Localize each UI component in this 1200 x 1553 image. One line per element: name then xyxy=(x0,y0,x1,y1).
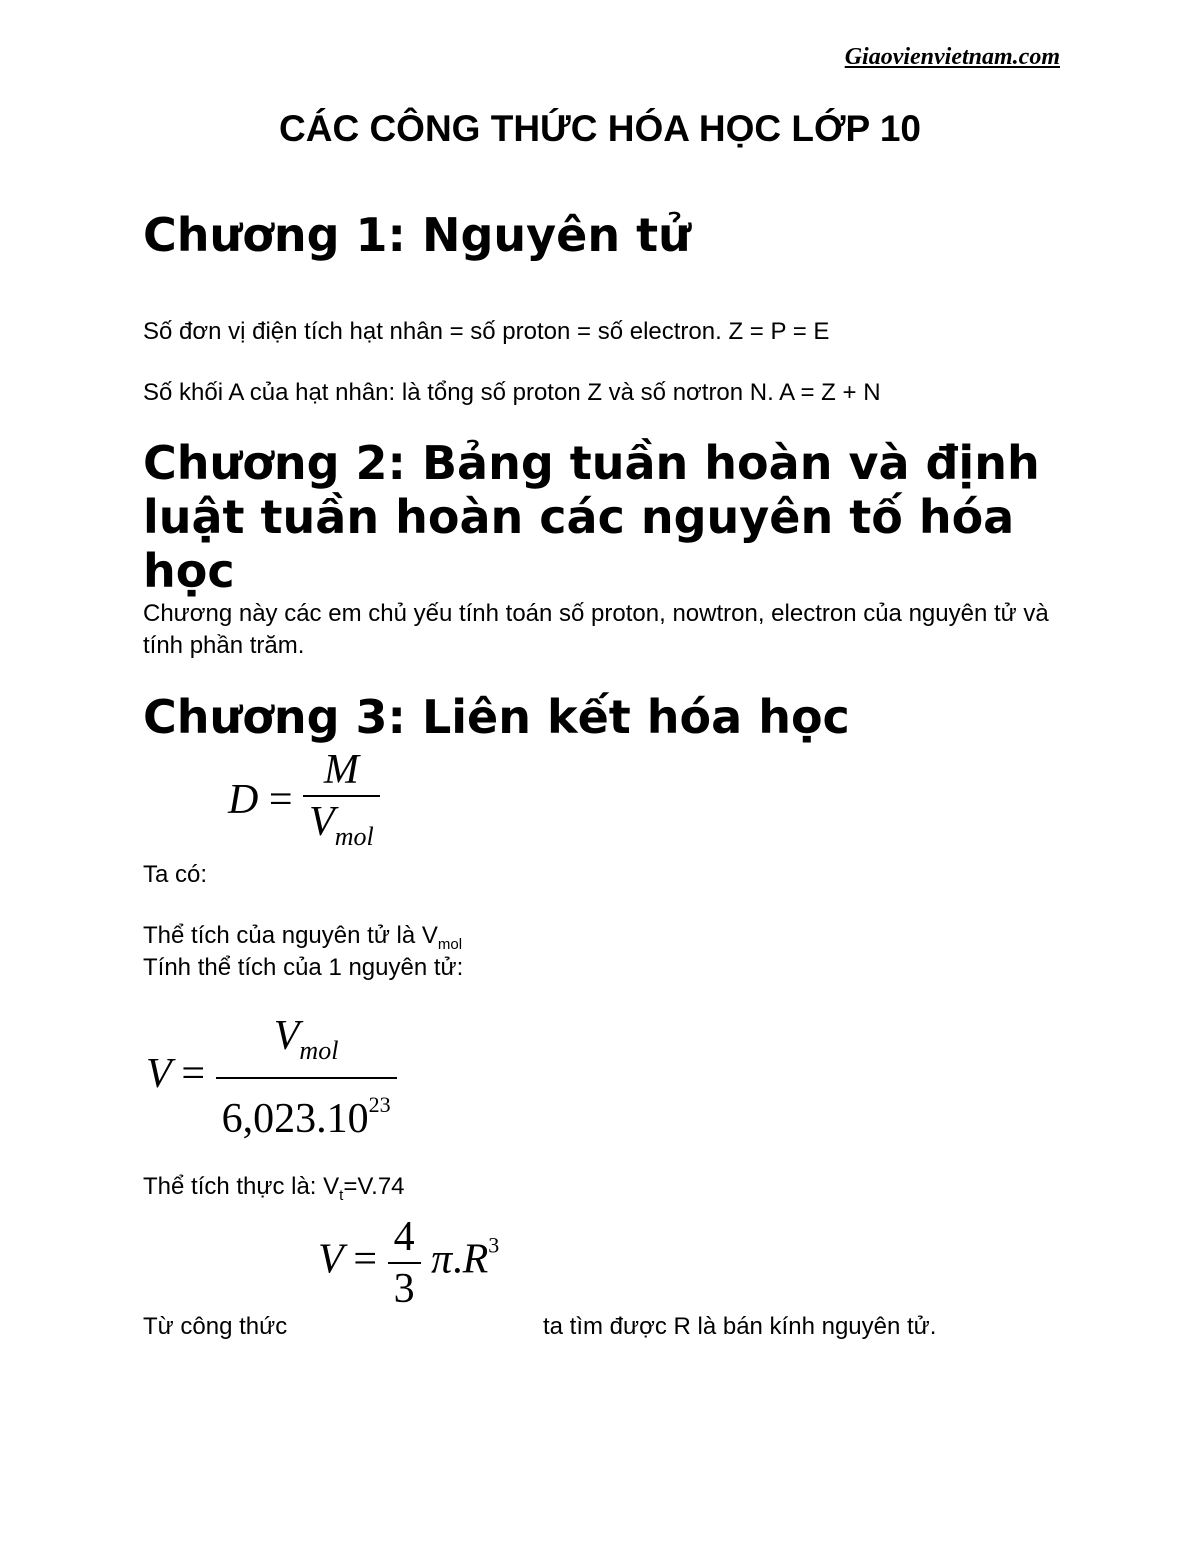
volume-mol-sub: mol xyxy=(437,936,463,953)
one-atom-numerator xyxy=(216,1010,397,1077)
chapter-3-heading: Chương 3: Liên kết hóa học xyxy=(143,690,850,744)
density-lhs: D xyxy=(228,777,259,824)
one-atom-denominator xyxy=(216,1077,397,1145)
real-volume-rest: =V.74 xyxy=(343,1173,405,1200)
one-atom-den-exp: 23 xyxy=(368,1092,391,1117)
density-numerator: M xyxy=(323,747,359,793)
sphere-denominator: 3 xyxy=(388,1262,421,1314)
density-fraction xyxy=(303,745,380,862)
chapter-1-line-1: Số đơn vị điện tích hạt nhân = số proton = số electron. Z = P = E xyxy=(143,318,830,345)
real-volume-sub: t xyxy=(339,1187,344,1204)
from-formula-text: Từ công thức xyxy=(143,1313,288,1340)
real-volume-line xyxy=(143,1171,405,1212)
sphere-r: R xyxy=(462,1236,489,1283)
find-r-text: ta tìm được R là bán kính nguyên tử. xyxy=(543,1313,937,1340)
density-formula xyxy=(228,745,380,862)
one-atom-num-sub: mol xyxy=(299,1036,339,1065)
sphere-exp: 3 xyxy=(488,1232,500,1258)
sphere-formula xyxy=(318,1212,499,1314)
one-atom-formula xyxy=(146,1010,397,1145)
sphere-lhs: V xyxy=(318,1236,343,1283)
real-volume-text: Thể tích thực là: V xyxy=(143,1173,340,1200)
sphere-equals: = xyxy=(353,1236,378,1283)
density-den-base: V xyxy=(309,799,335,845)
volume-mol-text: Thể tích của nguyên tử là V xyxy=(143,922,438,949)
ta-co-label: Ta có: xyxy=(143,861,208,888)
one-atom-equals: = xyxy=(181,1051,206,1098)
one-atom-den-base: 6,023.10 xyxy=(221,1096,369,1142)
pi-symbol: π xyxy=(431,1236,453,1283)
chapter-2-heading-line-1: Chương 2: Bảng tuần hoàn và định xyxy=(143,436,1040,490)
sphere-dot: . xyxy=(452,1236,463,1283)
chapter-1-heading: Chương 1: Nguyên tử xyxy=(143,208,691,262)
chapter-2-text: Chương này các em chủ yếu tính toán số proton, nowtron, electron của nguyên tử và tính phần trăm. xyxy=(143,600,1049,659)
sphere-fraction xyxy=(388,1212,421,1314)
one-atom-line: Tính thể tích của 1 nguyên tử: xyxy=(143,954,464,981)
density-equals: = xyxy=(268,777,293,824)
density-denominator xyxy=(303,795,380,862)
sphere-numerator: 4 xyxy=(393,1214,415,1260)
one-atom-fraction xyxy=(216,1010,397,1145)
site-watermark: Giaovienvietnam.com xyxy=(844,44,1060,70)
one-atom-lhs: V xyxy=(146,1051,171,1098)
chapter-1-line-2: Số khối A của hạt nhân: là tổng số proton Z và số nơtron N. A = Z + N xyxy=(143,379,881,406)
density-den-sub: mol xyxy=(334,822,374,851)
document-title: CÁC CÔNG THỨC HÓA HỌC LỚP 10 xyxy=(279,108,921,149)
one-atom-num-base: V xyxy=(273,1013,300,1059)
chapter-2-heading-line-2: luật tuần hoàn các nguyên tố hóa xyxy=(143,490,1015,544)
chapter-2-heading-line-3: học xyxy=(143,544,235,598)
